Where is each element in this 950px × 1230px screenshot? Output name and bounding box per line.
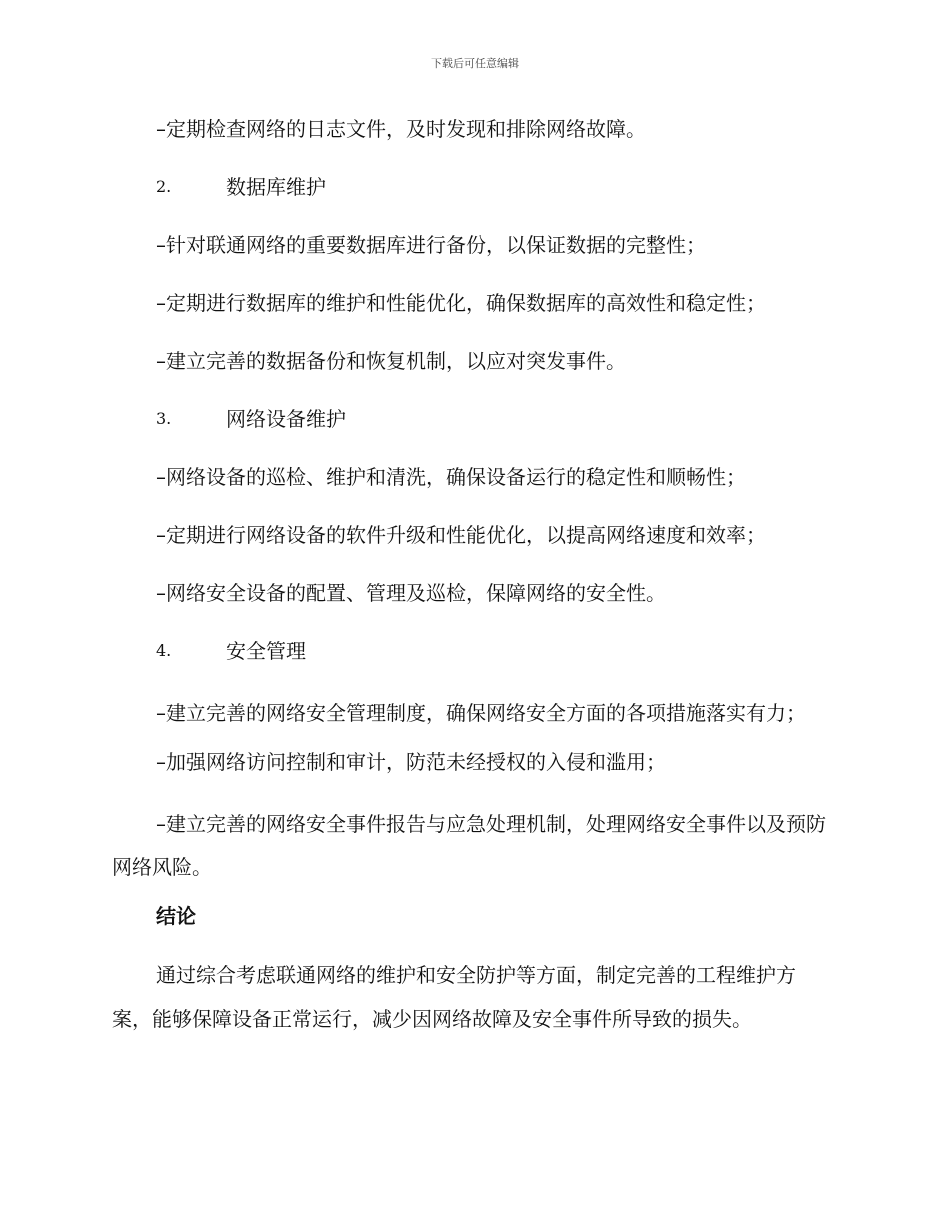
section-heading-database [112, 170, 832, 204]
network-log-item: –定期检查网络的日志文件，及时发现和排除网络故障。 [156, 117, 646, 141]
security-item: –建立完善的网络安全管理制度，确保网络安全方面的各项措施落实有力； [156, 701, 806, 725]
section-title: 网络设备维护 [226, 407, 346, 431]
section-heading-security [112, 634, 832, 668]
section-number: 4. [156, 641, 172, 660]
security-item: –建立完善的网络安全事件报告与应急处理机制，处理网络安全事件以及预防网络风险。 [112, 812, 826, 879]
network-device-item: –网络安全设备的配置、管理及巡检，保障网络的安全性。 [156, 581, 666, 605]
header-note: 下载后可任意编辑 [431, 57, 519, 70]
section-number: 2. [156, 177, 172, 196]
section-heading-network-device [112, 402, 832, 436]
document-content [112, 112, 832, 1041]
database-item: –针对联通网络的重要数据库进行备份，以保证数据的完整性； [156, 233, 706, 257]
security-item: –加强网络访问控制和审计，防范未经授权的入侵和滥用； [156, 750, 666, 774]
network-device-item: –网络设备的巡检、维护和清洗，确保设备运行的稳定性和顺畅性； [156, 465, 746, 489]
section-title: 数据库维护 [226, 175, 326, 199]
database-item: –定期进行数据库的维护和性能优化，确保数据库的高效性和稳定性； [156, 291, 766, 315]
database-item: –建立完善的数据备份和恢复机制，以应对突发事件。 [156, 349, 626, 373]
section-title: 安全管理 [226, 639, 306, 663]
conclusion-text: 通过综合考虑联通网络的维护和安全防护等方面，制定完善的工程维护方案，能够保障设备正常运行，减少因网络故障及安全事件所导致的损失。 [112, 963, 796, 1031]
conclusion-title: 结论 [156, 904, 196, 928]
network-device-item: –定期进行网络设备的软件升级和性能优化，以提高网络速度和效率； [156, 523, 766, 547]
section-number: 3. [156, 409, 172, 428]
